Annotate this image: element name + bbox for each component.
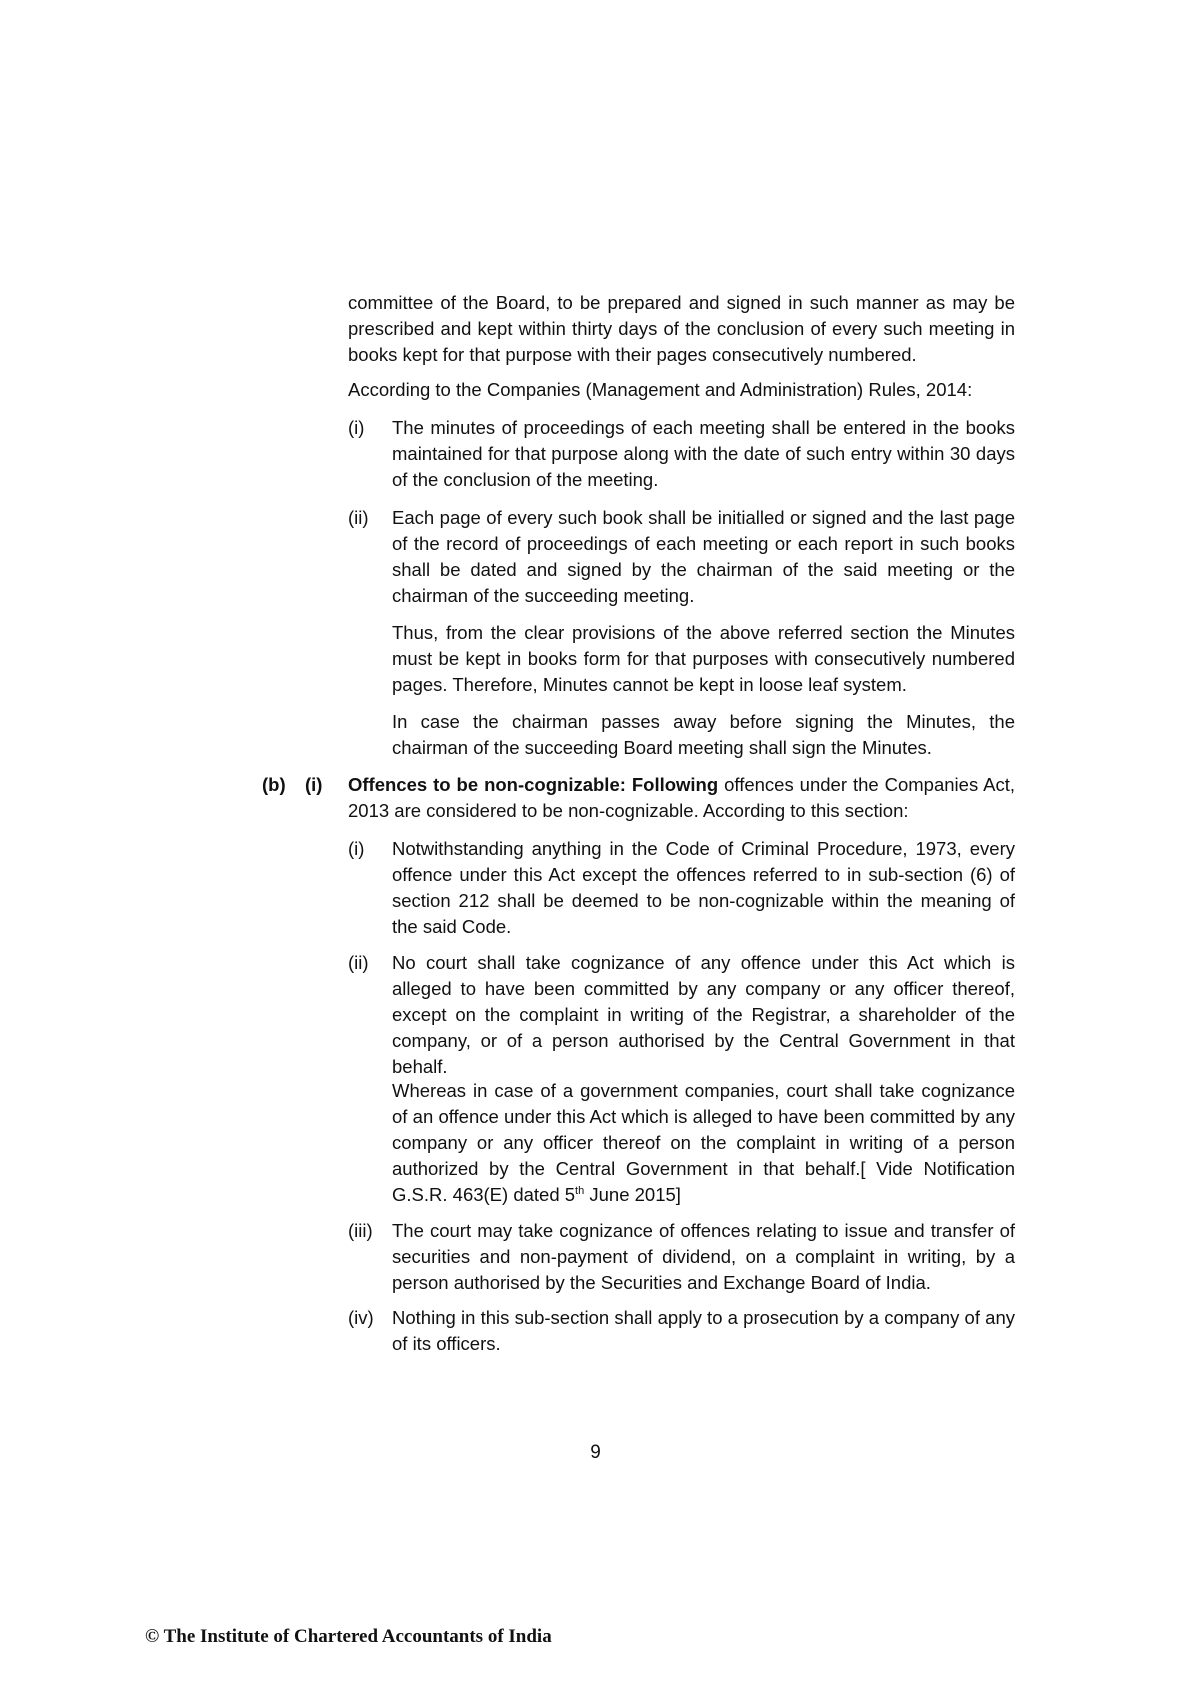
section-b-heading (348, 772, 1015, 824)
offence-item-i-number: (i) (348, 838, 365, 859)
offence-item-iii-number: (iii) (348, 1220, 373, 1241)
section-b-label: (b) (262, 774, 286, 795)
section-b-roman: (i) (305, 774, 323, 795)
whereas-superscript: th (575, 1184, 585, 1197)
conclusion-thus: Thus, from the clear provisions of the above referred section the Minutes must be kept in books form for that purposes with consecutively numbered pages. Therefore, Minutes cannot be kept in loose leaf system. (392, 622, 1015, 695)
intro-continuation: committee of the Board, to be prepared and signed in such manner as may be prescribed and kept within thirty days of the conclusion of every such meeting in books kept for that purpose with their pages consecutively numbered. (348, 292, 1015, 365)
offence-item-ii-number: (ii) (348, 952, 369, 973)
rules-item-i-text: The minutes of proceedings of each meeting shall be entered in the books maintained for that purpose along with the date of such entry within 30 days of the conclusion of the meeting. (392, 417, 1015, 490)
page-number: 9 (590, 1442, 601, 1463)
section-b-heading-bold: Offences to be non-cognizable: Following (348, 774, 719, 795)
rules-item-i-number: (i) (348, 417, 365, 438)
rules-item-ii-text: Each page of every such book shall be initialled or signed and the last page of the record of proceedings of each meeting or each report in such books shall be dated and signed by the chairman of the said meeting or the chairman of the succeeding meeting. (392, 507, 1015, 606)
offence-item-iv-number: (iv) (348, 1307, 374, 1328)
whereas-text-end: June 2015] (584, 1184, 681, 1205)
whereas-text: Whereas in case of a government companies, court shall take cognizance of an offence under this Act which is alleged to have been committed by any company or any officer thereof on the complaint in writing of a person authorized by the Central Government in that behalf.[ Vide Notification G.S.R. 463(E) dated 5 (392, 1080, 1015, 1205)
offence-item-i-text: Notwithstanding anything in the Code of Criminal Procedure, 1973, every offence under this Act except the offences referred to in sub-section (6) of section 212 shall be deemed to be non-cognizable within the meaning of the said Code. (392, 838, 1015, 937)
offence-item-iv-text: Nothing in this sub-section shall apply to a prosecution by a company of any of its officers. (392, 1307, 1015, 1354)
offence-item-ii-text: No court shall take cognizance of any offence under this Act which is alleged to have been committed by any company or any officer thereof, except on the complaint in writing of the Registrar, a shareholder of the company, or of a person authorised by the Central Government in that behalf. (392, 952, 1015, 1077)
copyright-footer: © The Institute of Chartered Accountants of India (145, 1626, 552, 1647)
offence-item-iii-text: The court may take cognizance of offences relating to issue and transfer of securities and non-payment of dividend, on a complaint in writing, by a person authorised by the Securities and Exchange Board of India. (392, 1220, 1015, 1293)
whereas-paragraph (392, 1078, 1015, 1208)
rules-item-ii-number: (ii) (348, 507, 369, 528)
section-b-heading-rest: offences under the Companies Act, 2013 are considered to be non-cognizable. According to this section: (348, 774, 1015, 821)
conclusion-chairman: In case the chairman passes away before signing the Minutes, the chairman of the succeeding Board meeting shall sign the Minutes. (392, 711, 1015, 758)
rules-intro: According to the Companies (Management and Administration) Rules, 2014: (348, 379, 973, 400)
